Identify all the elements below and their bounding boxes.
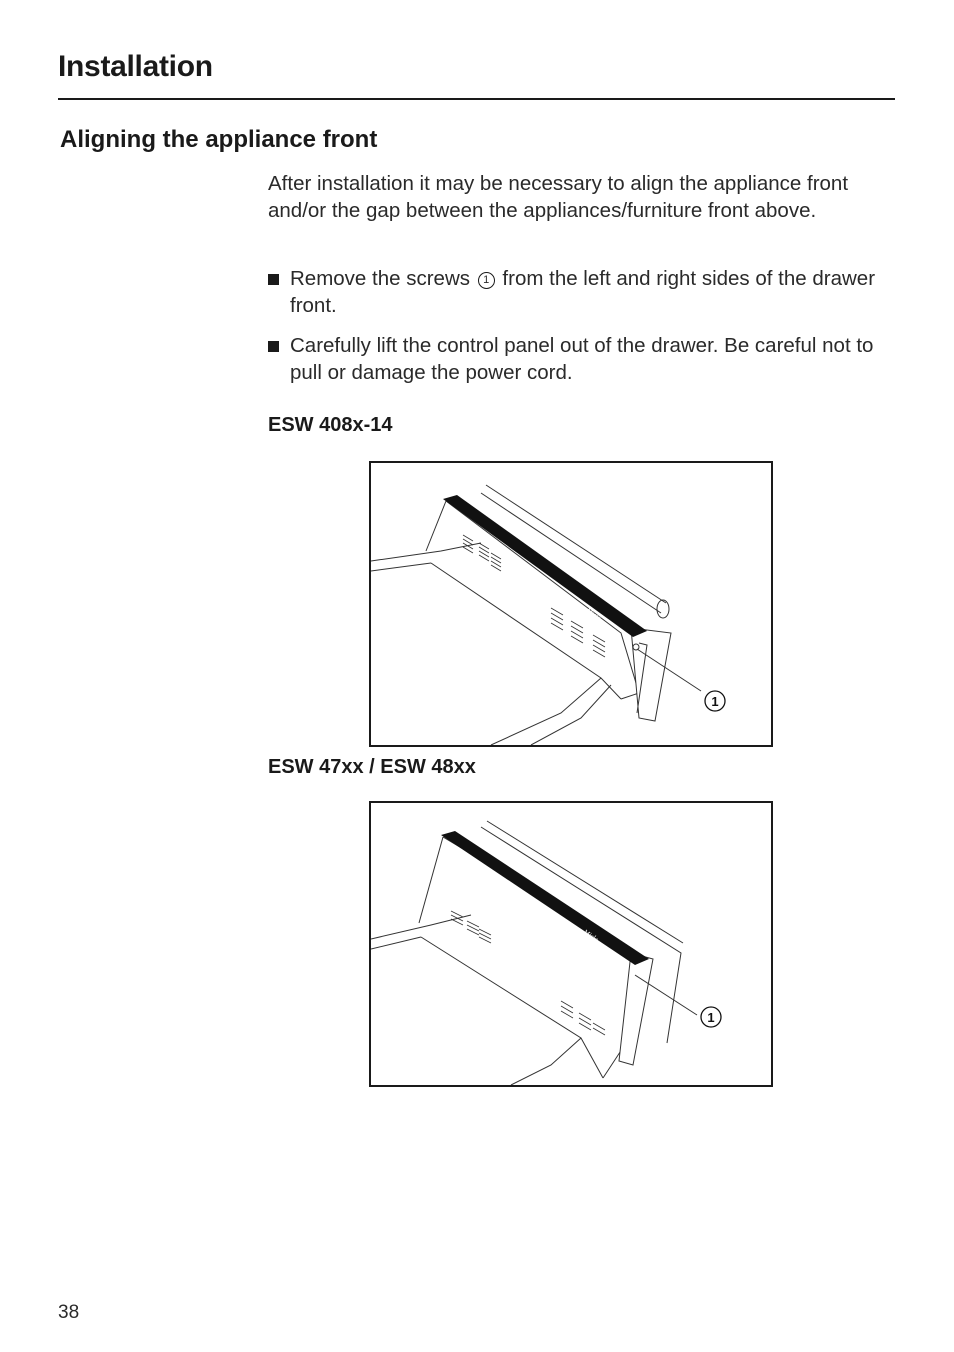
drawer-illustration-2 <box>371 803 771 1085</box>
page-number: 38 <box>58 1302 80 1323</box>
step-remove-screws <box>268 265 888 319</box>
brand-logo-2: Miele <box>581 927 600 944</box>
figure-esw-408x-14 <box>369 461 773 747</box>
section-title: Aligning the appliance front <box>60 126 378 153</box>
brand-logo-1: Miele <box>584 606 603 622</box>
callout-marker-icon: 1 <box>478 272 495 289</box>
figure-1-label: ESW 408x-14 <box>268 414 393 436</box>
callout-2 <box>701 1007 721 1027</box>
callout-1-number: 1 <box>711 694 719 709</box>
callout-2-number: 1 <box>707 1010 715 1025</box>
callout-1 <box>705 691 725 711</box>
bullet-square-icon <box>268 341 279 352</box>
figure-2-label: ESW 47xx / ESW 48xx <box>268 756 476 778</box>
page-title: Installation <box>58 50 213 83</box>
title-divider <box>58 98 895 100</box>
drawer-illustration-1 <box>371 463 771 745</box>
step-2-text: Carefully lift the control panel out of the drawer. Be careful not to pull or damage the power cord. <box>290 334 874 384</box>
step-lift-control-panel <box>268 332 888 386</box>
figure-esw-47xx-48xx <box>369 801 773 1087</box>
intro-paragraph: After installation it may be necessary to align the appliance front and/or the gap between the appliances/furniture front above. <box>268 172 849 222</box>
step-1-text-after: from the left and right sides of the drawer front. <box>290 267 876 317</box>
step-1-text-before: Remove the screws <box>290 267 471 290</box>
bullet-square-icon <box>268 274 279 285</box>
